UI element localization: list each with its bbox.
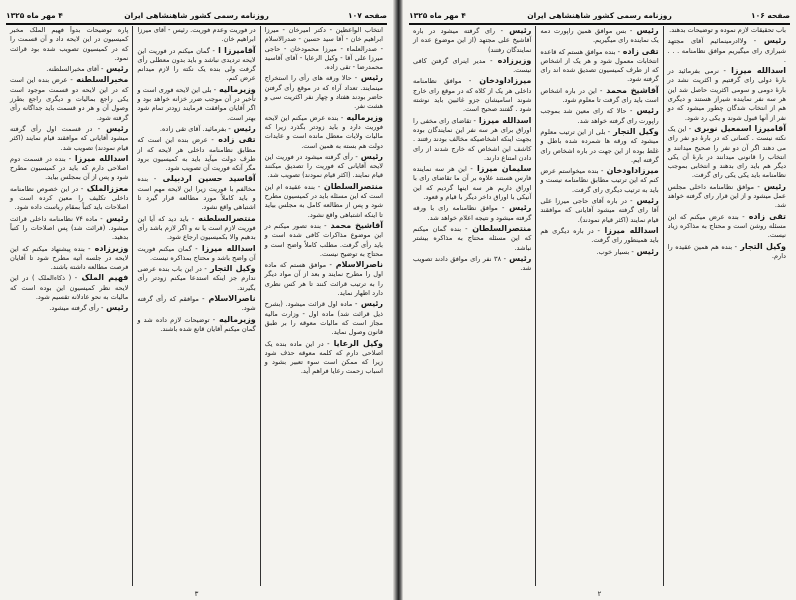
speaker-name: آقامیرزا اسمعیل نوبری xyxy=(691,123,786,133)
paragraph xyxy=(265,26,383,72)
paragraph-text: - گمان میکنم در فوریت این لایحه تردیدی نباشد و باید بدون معطلی رأی گرفت ولی بنده یک نکته را لازم میدانم عرض کنم. xyxy=(137,46,256,83)
paragraph-text: - در این ماده بنده یک اصلاحی دارم که کلمه معوقه حذف شود زیرا که ممکن است سوء تعبیر بشود و اسباب زحمت رعایا فراهم آید. xyxy=(264,339,383,376)
paragraph-text: - بلی از این ترتیب معلوم میشود که ورقه ها شمرده شده باطل و غلط بوده از این جهت در باره اشخاص رای گرفته ایم. xyxy=(540,127,659,164)
paragraph-text: - ۳۸ نفر رای موافق دادند تصویب شد. xyxy=(413,254,532,273)
paragraph-text: - گمان میکنم فوریت آن واضح باشد و محتاج بمذاکره نیست. xyxy=(137,244,256,262)
paragraph-text: - آقای مخبرالسلطنه. xyxy=(46,65,104,74)
paragraph xyxy=(265,182,383,220)
paragraph-text: - ماده ۷۴ نظامنامه داخلی قرائت میشود. (قرائت شد) پس اصلاحات را کتباً بدهید. xyxy=(10,214,129,242)
speaker-name: وکیل التجار xyxy=(206,264,256,274)
speaker-name: رئیس xyxy=(632,196,659,206)
speaker-name: رئیس xyxy=(504,203,532,213)
text-column xyxy=(409,26,535,586)
paragraph xyxy=(413,56,531,76)
paragraph-text: - در این باب بنده عرضی ندارم جز اینکه استدعا میکنم زودتر رأی بگیرند. xyxy=(137,265,256,292)
paragraph-text: - عرض بنده این است که مطابق نظامنامه داخلی هر لایحه که از طرف دولت میآید باید به کمیسیون برود مگر آنکه فوریت آن تصویب شود. xyxy=(137,136,256,173)
speaker-name: وکیل التجار xyxy=(610,126,659,136)
speaker-name: رئیس xyxy=(230,123,256,133)
paragraph-text: - حالا که رای معین شد بموجب راپورت رای گرفته خواهد شد. xyxy=(540,107,659,125)
left-newspaper-page xyxy=(0,0,393,600)
page-header xyxy=(409,8,790,22)
speaker-name: رئیس xyxy=(100,123,129,133)
paragraph-text: - این در باره اشخاص است باید رای گرفت تا معلوم شود. xyxy=(540,86,659,105)
speaker-name: رئیس xyxy=(632,26,659,35)
speaker-name: فهیم الملک xyxy=(77,273,129,283)
paragraph xyxy=(265,339,383,377)
text-column xyxy=(535,26,662,586)
speaker-name: رئیس xyxy=(357,299,384,309)
page-number: صفحه ۱۰۶ xyxy=(751,10,790,20)
paragraph-text: - موافق هستم که ماده اول را مطرح نمایند و بعد از آن مواد دیگر را به ترتیب قرائت کنند تا هر کس نظری دارد اظهار نماید. xyxy=(264,261,383,298)
paragraph-text: - بنده عرض میکنم این لایحه فوریت دارد و باید زودتر بگذرد زیرا که مالیات ولایات معطل مانده است و عایدات دولت هم بسته به همین است. xyxy=(264,113,383,150)
page-number: صفحه ۱۰۷ xyxy=(348,10,387,20)
paragraph xyxy=(265,221,383,259)
paragraph xyxy=(137,135,255,173)
paragraph xyxy=(540,196,658,225)
paragraph-text: - در باره آقای حاجی میرزا علی آقا رای گرفته میشود آقایانی که موافقند قیام نمایند (اکثر قیام نمودند). xyxy=(540,197,659,224)
paragraph-text: - ولاادرمینمائیم آقای مجتهد شیرازی رای میگیریم موافق نظامنامه . . . . xyxy=(667,37,786,64)
paragraph-text: - رأی گرفته میشود. xyxy=(49,304,104,313)
paragraph-text: - بفرمائید. آقای تقی زاده. xyxy=(159,124,231,133)
paragraph xyxy=(137,244,255,264)
paragraph xyxy=(10,26,128,63)
paragraph-text: - بنده هم همین عقیده را دارم. xyxy=(667,242,786,260)
paragraph-text: - توضیحات لازم داده شد و گمان میکنم آقایان قانع شده باشند. xyxy=(137,315,256,333)
speaker-name: رئیس xyxy=(357,73,383,83)
paragraph xyxy=(413,224,531,253)
paragraph xyxy=(668,182,786,211)
paragraph xyxy=(137,46,255,84)
paragraph-text: - مدیر اینرای گرفتن کافی نیست. xyxy=(413,56,532,75)
speaker-name: مخبرالسلطنه xyxy=(72,75,129,85)
speaker-name: رئیس xyxy=(103,64,129,74)
paragraph-text: - بنده پیشنهاد میکنم که این لایحه در جلسه آتیه مطرح شود تا آقایان فرصت مطالعه داشته باشند. xyxy=(10,244,129,272)
speaker-name: رئیس xyxy=(357,151,383,161)
paragraph xyxy=(540,86,658,106)
paragraph-text: - موافقم که رأی گرفته شود. xyxy=(137,295,256,313)
speaker-name: تقی زاده xyxy=(619,46,659,56)
paragraph-text: - بنده عقیده ام این است که این مسئله باید در کمیسیون مطرح شود و پس از مطالعه کامل به مجلس بیاید تا اینکه اشتباهی واقع نشود. xyxy=(264,182,383,219)
speaker-name: رئیس xyxy=(103,303,129,313)
issue-date: ۴ مهر ماه ۱۳۲۵ xyxy=(409,10,466,20)
paragraph xyxy=(10,184,128,213)
paragraph-text: - بس موافق همین راپورت دمه یک نماینده رای میگیریم. xyxy=(540,27,659,45)
paragraph xyxy=(137,264,255,293)
speaker-name: آقاشیخ محمد xyxy=(602,85,659,95)
paragraph xyxy=(265,260,383,298)
paragraph-text: - بلی این لایحه فوری است و تأخیر در آن موجب ضرر خزانه خواهد بود و اگر آقایان موافقت فرمایند زودتر تمام شود بهتر است. xyxy=(137,85,256,122)
speaker-name: رئیس xyxy=(632,106,659,116)
book-gutter xyxy=(393,0,403,600)
paragraph xyxy=(413,164,531,202)
paragraph xyxy=(137,124,255,134)
issue-date: ۴ مهر ماه ۱۳۲۵ xyxy=(6,10,63,20)
speaker-name: وزیرزاده xyxy=(492,55,532,65)
speaker-name: میرزاداودخان xyxy=(603,166,659,176)
paragraph-text: - بنده مخالفم با فوریت زیرا این لایحه مهم است و باید کاملاً مورد مطالعه قرار گیرد تا اشتباهی واقع نشود. xyxy=(137,175,256,212)
page-header xyxy=(6,8,387,22)
paragraph xyxy=(10,154,128,183)
speaker-name: سلیمان میرزا xyxy=(472,164,532,174)
paragraph xyxy=(137,26,255,45)
page-footer-number: ۲ xyxy=(597,590,602,598)
speaker-name: رئیس xyxy=(759,181,787,191)
paragraph-text: - بنده میخواستم عرض کنم که این ترتیب مطابق نظامنامه نیست و باید به ترتیب دیگری رای گرفت. xyxy=(540,167,659,194)
paragraph xyxy=(137,294,255,314)
paragraph-text: - در این خصوص نظامنامه داخلی تکلیف را معین کرده است و اصلاحات باید کتباً بمقام ریاست داده شود. xyxy=(10,184,129,212)
page-footer-number: ۳ xyxy=(194,590,199,598)
speaker-name: منتصرالسلطان xyxy=(467,223,532,233)
paragraph xyxy=(668,124,786,181)
paragraph xyxy=(265,73,383,111)
paragraph xyxy=(540,247,658,257)
paragraph xyxy=(668,26,786,35)
speaker-name: اسدالله میرزا xyxy=(475,115,532,125)
paragraph-text: - این یک نکته نیست . کسانی که در بارۀ دو نفر رای می دهند اگر آن دو نفر را صحیح میدانند و انتخاب را قانونی میدانند در بارۀ آن یکی دیگر هم باید رای بدهند و انتخابی بموجب نظامنامه باید یکی یکی رای گرفت. xyxy=(667,124,786,180)
paragraph xyxy=(137,174,255,212)
paragraph xyxy=(10,244,128,273)
paragraph-text: - نرمی بفرمائید در بارۀ دولی رای گرفتیم و اکثریت نشد در بارۀ دومی و سومی اکثریت حاصل شد این هر سه نفر نماینده شیراز هستند و دیگری هم از انتخاب شدگان چطور میشود که دو نفر از آنها قبول شوند و یکی رد شود. xyxy=(667,67,786,122)
speaker-name: منتصرالسلطان xyxy=(320,181,383,191)
paragraph-text: باب تحقیقات لازم نموده و توضیحات بدهند. xyxy=(669,26,786,34)
text-column xyxy=(132,26,259,586)
speaker-name: آقاسید حسین اردبیلی xyxy=(156,174,256,184)
paragraph xyxy=(668,36,786,65)
paragraph xyxy=(413,26,531,55)
paragraph-text: - رای گرفته میشود در باره آقاشیخ علی مجتهد (از این موضوع عده از نمایندگان رفتند) xyxy=(413,27,532,54)
speaker-name: اسدالله میرزا xyxy=(725,66,786,76)
paragraph xyxy=(265,113,383,151)
paragraph xyxy=(265,299,383,337)
speaker-name: آقاشیخ محمد xyxy=(326,220,384,230)
paragraph-text: - رأی گرفته میشود در فوریت این لایحه آقایانی که فوریت را تصدیق میکنند قیام نمایند. (اکثر قیام نمودند) تصویب شد. xyxy=(264,152,383,180)
speaker-name: ناصرالاسلام xyxy=(204,294,256,304)
speaker-name: وزیرمالیه xyxy=(343,112,383,122)
paragraph xyxy=(413,116,531,163)
paragraph-text: - عرض بنده این است که در این لایحه دو قسمت موجود است یکی راجع بمالیات و دیگری راجع بطرز وصول آن و هر دو قسمت باید جداگانه رأی گرفته شود. xyxy=(10,76,129,122)
text-columns xyxy=(6,26,387,586)
paragraph xyxy=(10,303,128,313)
right-newspaper-page xyxy=(403,0,796,600)
text-column xyxy=(260,26,387,586)
speaker-name: وکیل التجار xyxy=(737,241,786,251)
speaker-name: اسدالله میرزا xyxy=(71,153,129,163)
speaker-name: میرزاداودخان xyxy=(471,76,532,86)
speaker-name: معززالملک xyxy=(83,183,129,193)
paragraph-text: - بنده در قسمت دوم اصلاحی دارم که باید در کمیسیون مطرح شود و پس از آن بمجلس بیاید. xyxy=(10,154,129,182)
header-rule xyxy=(409,23,790,25)
paragraph xyxy=(668,66,786,123)
paragraph xyxy=(137,85,255,123)
paragraph-text: انتخاب الواعظین - دکتر امیرخان - میرزا ابراهیم خان - آقا سید حسین - صدرالاسلام - صدرالعلماء - میرزا محمودخان - حاجی میرزا علی آقا - وکیل الرعایا - آقای آقاسید محمدرضا - تقی زاده. xyxy=(264,26,383,72)
speaker-name: رئیس xyxy=(502,26,532,35)
speaker-name: آقامیرزا ا xyxy=(214,45,256,55)
paragraph-text: - حالا ورقه های رأی را استخراج مینمایند. تعداد آراء که در موقع رأی گرفتن حاضر بودند هفتاد و چهار نفر اکثریت سی و هشت نفر. xyxy=(264,74,383,111)
speaker-name: ناصرالاسلام xyxy=(331,260,383,270)
paragraph-text: - ماده اول قرائت میشود. (بشرح ذیل قرائت شد) ماده اول - وزارت مالیه مجاز است که مالیات معوقه را بر طبق قانون وصول نماید. xyxy=(264,300,383,337)
text-column xyxy=(663,26,790,586)
paragraph xyxy=(540,127,658,165)
speaker-name: تقی زاده xyxy=(744,211,787,221)
paragraph xyxy=(413,76,531,114)
paragraph xyxy=(668,242,786,262)
text-column xyxy=(6,26,132,586)
speaker-name: وزیرمالیه xyxy=(216,84,256,94)
text-columns xyxy=(409,26,790,586)
paragraph-text: - موافق نظامنامه داخلی هر یک از کلاه که در موقع رای خارج شوند اسامیشان جزو غائبین باید نوشته شود . گفتند صحیح است. xyxy=(413,77,532,114)
paragraph-text: - موافق نظامنامه رای با ورقه گرفته میشود و نتیجه اعلام خواهد شد. xyxy=(413,204,532,222)
paragraph xyxy=(265,152,383,181)
paragraph-text: در فوریت وعدم فوریت. رئیس - آقای میرزا ابراهیم خان. xyxy=(137,26,256,44)
paragraph-text: - بنده تصور میکنم در این موضوع مذاکرات کافی شده است و باید رأی گرفت. مطلب کاملاً واضح است و محتاج به توضیح نیست. xyxy=(264,221,383,258)
paragraph xyxy=(10,75,128,122)
paragraph xyxy=(137,315,255,335)
paragraph xyxy=(540,226,658,246)
speaker-name: رئیس xyxy=(506,253,532,263)
paragraph xyxy=(540,166,658,195)
speaker-name: رئیس xyxy=(102,213,129,223)
speaker-name: وزیرمالیه xyxy=(215,314,256,324)
paragraph xyxy=(668,212,786,241)
paragraph-text: - در باره دیگری هم باید همینطور رای گرفت. xyxy=(540,226,659,245)
paragraph xyxy=(540,47,658,85)
newspaper-title: روزنامه رسمی کشور شاهنشاهی ایران xyxy=(527,10,672,20)
speaker-name: تقی زاده xyxy=(213,135,256,145)
paragraph-text: - این هر سه نماینده فارس هستند علاوه بر آن ما تقاضای رای با اوراق داریم هر سه اینها گردیم که این آنیکی با اوراق داخر دیگر با قیام و قعود. xyxy=(413,165,532,202)
header-rule xyxy=(6,23,387,25)
paragraph-text: - موافق نظامنامه داخلی مجلس عمل میشود و از این قرار رای گرفته خواهد شد. xyxy=(667,182,786,210)
paragraph xyxy=(10,64,128,74)
paragraph xyxy=(413,254,531,274)
paragraph xyxy=(540,26,658,46)
newspaper-title: روزنامه رسمی کشور شاهنشاهی ایران xyxy=(124,10,269,20)
speaker-name: منتصرالسلطنه xyxy=(194,213,256,223)
paragraph-text: پاره توضیحات بدواً فهیم الملک مخبر کمیسیون در این لایحه داد و آن قسمت را که در کمیسیون تصویب شده بود قرائت نمود. xyxy=(10,26,129,62)
paragraph xyxy=(10,214,128,243)
speaker-name: وکیل الرعایا xyxy=(329,338,383,348)
paragraph xyxy=(10,273,128,302)
paragraph-text: - بنده عرض میکنم که این مسئله روشن است و محتاج به مذاکره زیاد نیست. xyxy=(667,212,786,240)
paragraph-text: - ( ذکاءالملک ) در این لایحه نظر کمیسیون این بوده است که مالیات به نحو عادلانه تقسیم شود. xyxy=(10,274,129,302)
paragraph-text: - بنده موافق هستم که قاعده انتخابات معمول شود و هر یک از اشخاص که از طرف کمیسیون تصدیق شده اند رای گرفته شود. xyxy=(540,47,659,84)
speaker-name: رئیس xyxy=(756,36,786,46)
paragraph-text: - بسیار خوب. xyxy=(596,247,634,256)
paragraph-text: - تقاضای رای مخفی را اوراق برای هر سه نفر این نمایندگان بوده بجهت اینکه اشخاصیکه مخالف بودند رفتند . کاشف این اشخاص که خارج شدند از رای دادن امتناع دارند. xyxy=(413,116,532,162)
paragraph-text: - بنده گمان میکنم که این مسئله محتاج به مذاکره بیشتر نباشد. xyxy=(413,224,532,252)
paragraph xyxy=(10,124,128,153)
paragraph xyxy=(540,106,658,126)
speaker-name: رئیس xyxy=(633,246,659,256)
paragraph xyxy=(413,203,531,223)
speaker-name: اسدالله میرزا xyxy=(599,225,659,235)
paragraph-text: - باید دید که آیا این فوریت لازم است یا نه و اگر لازم باشد رأی بدهیم والا بکمیسیون ارجاع شود. xyxy=(137,214,256,242)
paragraph-text: - در قسمت اول رأی گرفته میشود آقایانی که موافقند قیام نمایند (اکثر قیام نمودند) تصویب شد. xyxy=(10,124,129,152)
speaker-name: اسدالله میرزا xyxy=(197,243,256,253)
speaker-name: وزیرزاده xyxy=(90,243,129,253)
paragraph xyxy=(137,214,255,243)
